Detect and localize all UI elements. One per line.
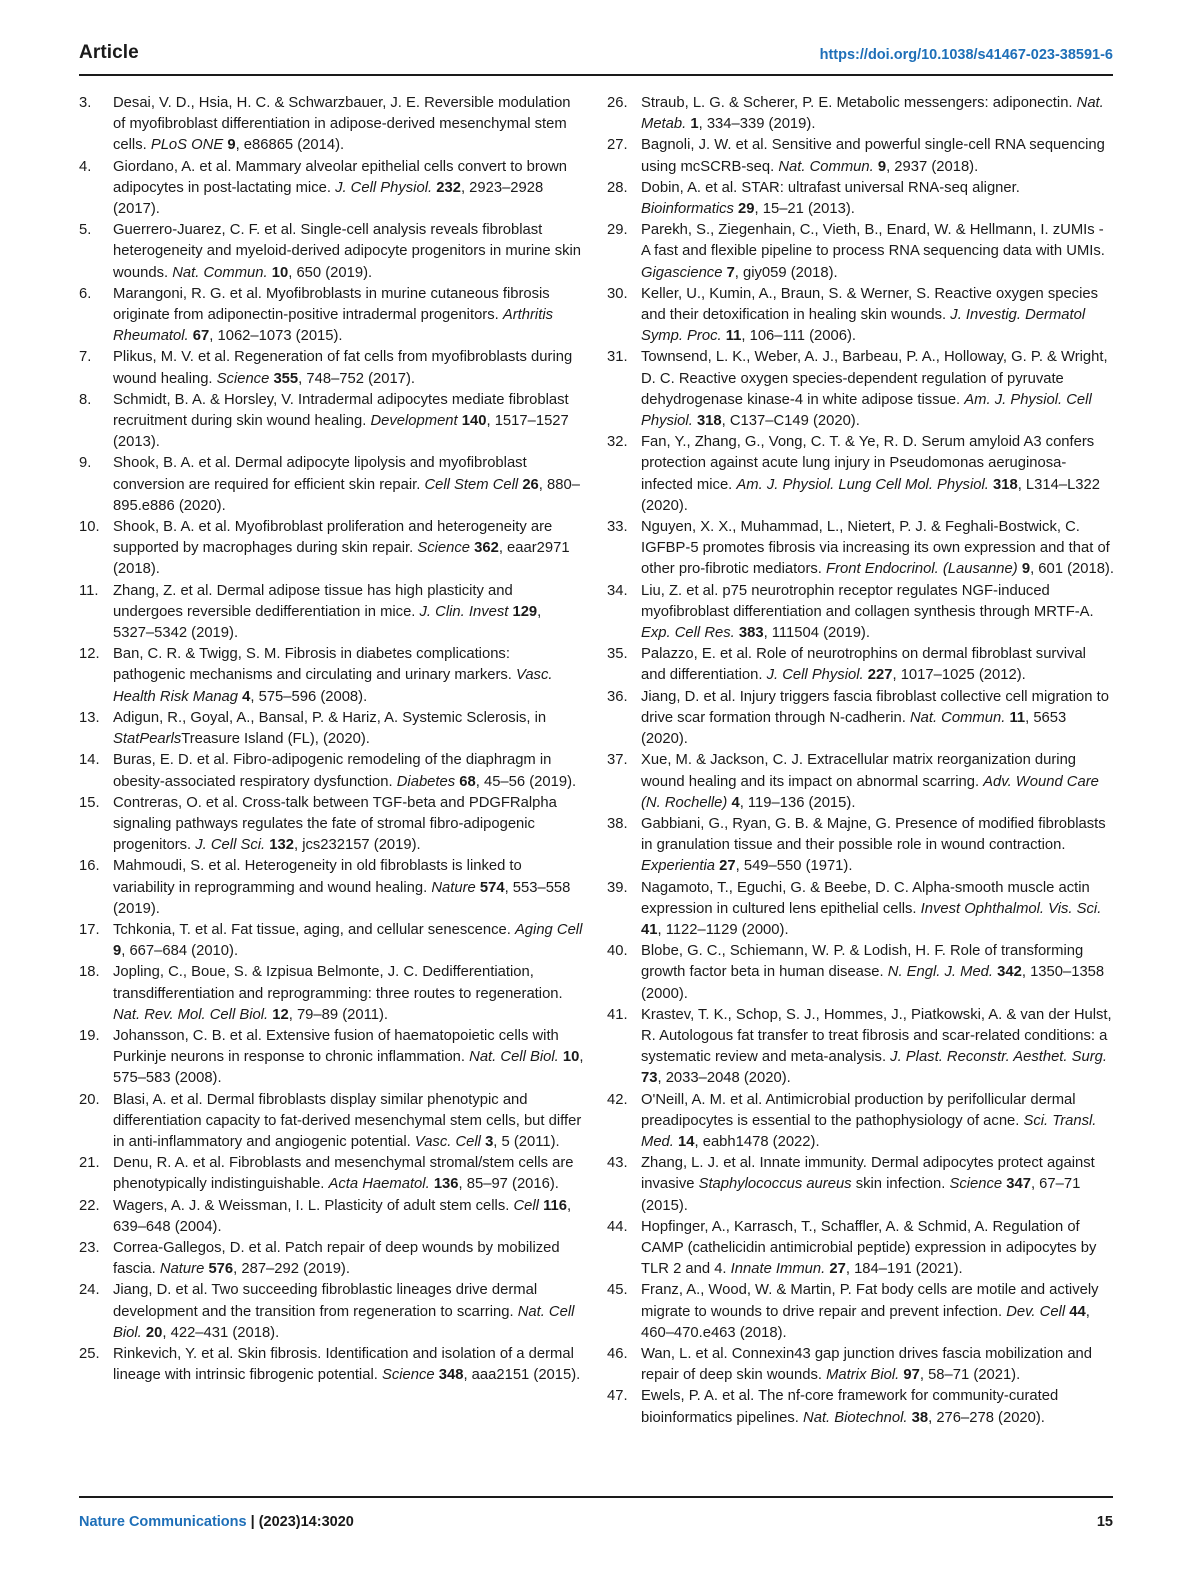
reference-item [607,1217,1114,1281]
reference-text: Guerrero-Juarez, C. F. et al. Single-cell analysis reveals fibroblast heterogeneity and myeloid-derived adipocyte progenitors in murine skin wounds. Nat. Commun. 10, 650 (2019). [113,222,582,281]
reference-text: Fan, Y., Zhang, G., Vong, C. T. & Ye, R. D. Serum amyloid A3 confers protection against acute lung injury in Pseudomonas aeruginosa-infected mice. Am. J. Physiol. Lung Cell Mol. Physiol. 318, L314–L322 (2020). [641,434,1100,514]
page-footer [79,1496,1113,1538]
reference-text: Jopling, C., Boue, S. & Izpisua Belmonte, J. C. Dedifferentiation, transdifferentiation and reprogramming: three routes to regeneration. Nat. Rev. Mol. Cell Biol. 12, 79–89 (2011). [113,964,563,1023]
reference-text: Desai, V. D., Hsia, H. C. & Schwarzbauer, J. E. Reversible modulation of myofibroblast differentiation in adipose-derived mesenchymal stem cells. PLoS ONE 9, e86865 (2014). [113,95,571,154]
reference-number: 35. [607,646,628,663]
reference-text: Nagamoto, T., Eguchi, G. & Beebe, D. C. Alpha-smooth muscle actin expression in cultured lens epithelial cells. Invest Ophthalmol. Vis. Sci. 41, 1122–1129 (2000). [641,879,1102,938]
reference-item [607,178,1114,220]
reference-text: Marangoni, R. G. et al. Myofibroblasts in murine cutaneous fibrosis originate from adiponectin-positive intradermal progenitors. Arthritis Rheumatol. 67, 1062–1073 (2015). [113,285,554,345]
journal-name[interactable]: Nature Communications [79,1514,247,1530]
reference-number: 25. [79,1345,100,1362]
reference-item [607,1280,1114,1344]
reference-item [79,920,586,962]
reference-item [79,708,586,750]
reference-text: Mahmoudi, S. et al. Heterogeneity in old fibroblasts is linked to variability in reprogramming and wound healing. Nature 574, 553–558 (2019). [113,858,571,917]
reference-number: 14. [79,752,100,769]
reference-text: Franz, A., Wood, W. & Martin, P. Fat body cells are motile and actively migrate to wounds to drive repair and prevent infection. Dev. Cell 44, 460–470.e463 (2018). [641,1282,1099,1341]
reference-text: Shook, B. A. et al. Dermal adipocyte lipolysis and myofibroblast conversion are required for efficient skin repair. Cell Stem Cell 26, 880–895.e886 (2020). [113,455,580,514]
reference-item [607,93,1114,135]
reference-item [607,432,1114,517]
reference-number: 36. [607,688,628,705]
reference-number: 37. [607,752,628,769]
reference-text: Wan, L. et al. Connexin43 gap junction drives fascia mobilization and repair of deep skin wounds. Matrix Biol. 97, 58–71 (2021). [641,1345,1093,1384]
reference-number: 20. [79,1091,100,1108]
references-left-column [79,93,586,1386]
reference-item [607,1344,1114,1386]
reference-number: 46. [607,1345,628,1362]
reference-item [607,750,1114,814]
reference-text: Zhang, Z. et al. Dermal adipose tissue has high plasticity and undergoes reversible dedifferentiation in mice. J. Clin. Invest 129, 5327–5342 (2019). [113,582,542,642]
reference-item [79,1090,586,1154]
reference-number: 23. [79,1239,100,1256]
reference-item [79,93,586,157]
references-right-column [607,93,1114,1429]
reference-item [607,1386,1114,1428]
reference-text: Straub, L. G. & Scherer, P. E. Metabolic messengers: adiponectin. Nat. Metab. 1, 334–339 (2019). [641,95,1104,133]
reference-text: Keller, U., Kumin, A., Braun, S. & Werner, S. Reactive oxygen species and their detoxification in healing skin wounds. J. Investig. Dermatol Symp. Proc. 11, 106–111 (2006). [641,285,1098,345]
reference-item [607,1090,1114,1154]
reference-text: Jiang, D. et al. Injury triggers fascia fibroblast collective cell migration to drive scar formation through N-cadherin. Nat. Commun. 11, 5653 (2020). [641,688,1109,748]
reference-item [79,1026,586,1090]
reference-item [607,644,1114,686]
reference-text: Rinkevich, Y. et al. Skin fibrosis. Identification and isolation of a dermal lineage with intrinsic fibrogenic potential. Science 348, aaa2151 (2015). [113,1345,581,1384]
reference-item [607,687,1114,751]
reference-text: Parekh, S., Ziegenhain, C., Vieth, B., Enard, W. & Hellmann, I. zUMIs - A fast and flexible pipeline to process RNA sequencing data with UMIs. Gigascience 7, giy059 (2018). [641,222,1105,281]
reference-number: 22. [79,1197,100,1214]
reference-number: 16. [79,858,100,875]
reference-text: Adigun, R., Goyal, A., Bansal, P. & Hariz, A. Systemic Sclerosis, in StatPearlsTreasure Island (FL), (2020). [113,709,547,748]
reference-number: 39. [607,879,628,896]
reference-text: Schmidt, B. A. & Horsley, V. Intradermal adipocytes mediate fibroblast recruitment during skin wound healing. Development 140, 1517–1527 (2013). [113,391,569,451]
reference-text: Townsend, L. K., Weber, A. J., Barbeau, P. A., Holloway, G. P. & Wright, D. C. Reactive oxygen species-dependent regulation of pyruvate dehydrogenase kinase-4 in white adipose tissue. Am. J. Physiol. Cell Physiol. 318, C137–C149 (2020). [641,349,1108,430]
reference-text: Nguyen, X. X., Muhammad, L., Nietert, P. J. & Feghali-Bostwick, C. IGFBP-5 promotes fibrosis via increasing its own expression and that of other pro-fibrotic mediators. Front Endocrinol. (Lausanne) 9, 601 (2018). [641,519,1114,578]
reference-number: 42. [607,1091,628,1108]
reference-number: 24. [79,1282,100,1299]
reference-number: 43. [607,1155,628,1172]
reference-number: 47. [607,1388,628,1405]
reference-number: 28. [607,179,628,196]
reference-number: 6. [79,285,92,302]
reference-text: Liu, Z. et al. p75 neurotrophin receptor regulates NGF-induced myofibroblast differentiation and collagen synthesis through MRTF-A. Exp. Cell Res. 383, 111504 (2019). [641,582,1094,642]
reference-item [79,1280,586,1344]
page-header [79,42,1113,76]
reference-text: Giordano, A. et al. Mammary alveolar epithelial cells convert to brown adipocytes in post-lactating mice. J. Cell Physiol. 232, 2923–2928 (2017). [113,158,567,218]
reference-item [79,220,586,284]
reference-item [79,284,586,348]
reference-text: Wagers, A. J. & Weissman, I. L. Plasticity of adult stem cells. Cell 116, 639–648 (2004). [113,1197,572,1235]
reference-text: Tchkonia, T. et al. Fat tissue, aging, and cellular senescence. Aging Cell 9, 667–684 (2010). [113,921,583,960]
reference-text: Denu, R. A. et al. Fibroblasts and mesenchymal stromal/stem cells are phenotypically indistinguishable. Acta Haematol. 136, 85–97 (2016). [113,1155,574,1193]
reference-item [79,517,586,581]
reference-text: Blasi, A. et al. Dermal fibroblasts display similar phenotypic and differentiation capacity to fat-derived mesenchymal stem cells, but differ in anti-inflammatory and angiogenic potential. Vasc. Cell 3, 5 (2011). [113,1091,582,1150]
reference-text: Plikus, M. V. et al. Regeneration of fat cells from myofibroblasts during wound healing. Science 355, 748–752 (2017). [113,349,573,387]
reference-item [607,347,1114,432]
reference-number: 30. [607,285,628,302]
reference-item [79,390,586,454]
reference-number: 4. [79,158,92,175]
reference-text: Gabbiani, G., Ryan, G. B. & Majne, G. Presence of modified fibroblasts in granulation tissue and their possible role in wound contraction. Experientia 27, 549–550 (1971). [641,815,1106,875]
reference-text: Blobe, G. C., Schiemann, W. P. & Lodish, H. F. Role of transforming growth factor beta in human disease. N. Engl. J. Med. 342, 1350–1358 (2000). [641,943,1105,1002]
reference-item [79,1153,586,1195]
reference-text: Correa-Gallegos, D. et al. Patch repair of deep wounds by mobilized fascia. Nature 576, 287–292 (2019). [113,1239,560,1278]
reference-item [607,517,1114,581]
reference-item [79,157,586,221]
reference-item [79,793,586,857]
page-number: 15 [1096,1514,1113,1530]
reference-item [79,856,586,920]
reference-text: Shook, B. A. et al. Myofibroblast proliferation and heterogeneity are supported by macrophages during skin repair. Science 362, eaar2971 (2018). [113,519,570,578]
reference-number: 21. [79,1155,100,1172]
reference-item [79,1196,586,1238]
reference-item [79,1344,586,1386]
reference-number: 9. [79,455,92,472]
reference-number: 45. [607,1282,628,1299]
reference-item [607,581,1114,645]
reference-number: 3. [79,95,92,111]
reference-number: 41. [607,1006,628,1023]
reference-number: 19. [79,1027,100,1044]
reference-text: Dobin, A. et al. STAR: ultrafast universal RNA-seq aligner. Bioinformatics 29, 15–21 (2013). [641,179,1020,218]
reference-number: 29. [607,222,628,239]
reference-text: O'Neill, A. M. et al. Antimicrobial production by perifollicular dermal preadipocytes is essential to the pathophysiology of acne. Sci. Transl. Med. 14, eabh1478 (2022). [641,1091,1097,1150]
reference-number: 38. [607,815,628,832]
article-label: Article [79,42,139,63]
reference-text: Zhang, L. J. et al. Innate immunity. Dermal adipocytes protect against invasive Staphylococcus aureus skin infection. Science 347, 67–71 (2015). [641,1155,1095,1214]
reference-text: Palazzo, E. et al. Role of neurotrophins on dermal fibroblast survival and differentiation. J. Cell Physiol. 227, 1017–1025 (2012). [641,646,1086,684]
reference-number: 40. [607,943,628,960]
reference-number: 8. [79,391,92,408]
reference-item [607,1005,1114,1090]
journal-details: | (2023)14:3020 [246,1514,354,1530]
reference-number: 11. [79,582,99,599]
reference-item [607,878,1114,942]
reference-number: 32. [607,434,628,451]
reference-item [607,1153,1114,1217]
reference-number: 17. [79,921,100,938]
reference-number: 26. [607,95,628,111]
reference-item [79,453,586,517]
reference-number: 12. [79,646,100,663]
reference-number: 31. [607,349,628,366]
reference-text: Xue, M. & Jackson, C. J. Extracellular matrix reorganization during wound healing and its impact on abnormal scarring. Adv. Wound Care (N. Rochelle) 4, 119–136 (2015). [641,752,1099,811]
reference-item [79,1238,586,1280]
reference-item [607,284,1114,348]
reference-text: Ban, C. R. & Twigg, S. M. Fibrosis in diabetes complications: pathogenic mechanisms and circulating and urinary markers. Vasc. Health Risk Manag 4, 575–596 (2008). [113,646,553,705]
reference-number: 33. [607,519,628,536]
reference-item [607,220,1114,284]
reference-number: 5. [79,222,92,239]
reference-text: Ewels, P. A. et al. The nf-core framework for community-curated bioinformatics pipelines. Nat. Biotechnol. 38, 276–278 (2020). [641,1388,1059,1426]
doi-link[interactable]: https://doi.org/10.1038/s41467-023-38591-6 [819,47,1113,63]
reference-text: Johansson, C. B. et al. Extensive fusion of haematopoietic cells with Purkinje neurons in response to chronic inflammation. Nat. Cell Biol. 10, 575–583 (2008). [113,1027,584,1087]
reference-item [79,962,586,1026]
reference-text: Contreras, O. et al. Cross-talk between TGF-beta and PDGFRalpha signaling pathways regulates the fate of stromal fibro-adipogenic progenitors. J. Cell Sci. 132, jcs232157 (2019). [113,794,557,854]
reference-number: 34. [607,582,628,599]
reference-text: Buras, E. D. et al. Fibro-adipogenic remodeling of the diaphragm in obesity-associated respiratory dysfunction. Diabetes 68, 45–56 (2019). [113,752,577,790]
reference-text: Jiang, D. et al. Two succeeding fibroblastic lineages drive dermal development and the transition from regeneration to scarring. Nat. Cell Biol. 20, 422–431 (2018). [113,1282,575,1341]
reference-item [79,644,586,708]
reference-number: 44. [607,1218,628,1235]
reference-item [79,581,586,645]
reference-text: Krastev, T. K., Schop, S. J., Hommes, J., Piatkowski, A. & van der Hulst, R. Autologous fat transfer to treat fibrosis and scar-related conditions: a systematic review and meta-analysis. J. Plast. Reconstr. Aesthet. Surg. 73, 2033–2048 (2020). [641,1006,1112,1087]
reference-number: 27. [607,137,628,154]
reference-text: Bagnoli, J. W. et al. Sensitive and powerful single-cell RNA sequencing using mcSCRB-seq. Nat. Commun. 9, 2937 (2018). [641,137,1105,175]
reference-number: 18. [79,964,100,981]
reference-text: Hopfinger, A., Karrasch, T., Schaffler, A. & Schmid, A. Regulation of CAMP (cathelicidin antimicrobial peptide) expression in adipocytes by TLR 2 and 4. Innate Immun. 27, 184–191 (2021). [641,1218,1097,1278]
reference-number: 7. [79,349,92,366]
reference-number: 13. [79,709,100,726]
reference-item [607,941,1114,1005]
reference-item [607,814,1114,878]
reference-number: 15. [79,794,100,811]
reference-item [79,347,586,389]
reference-number: 10. [79,519,100,536]
journal-citation [79,1514,354,1530]
reference-item [607,135,1114,177]
reference-item [79,750,586,792]
